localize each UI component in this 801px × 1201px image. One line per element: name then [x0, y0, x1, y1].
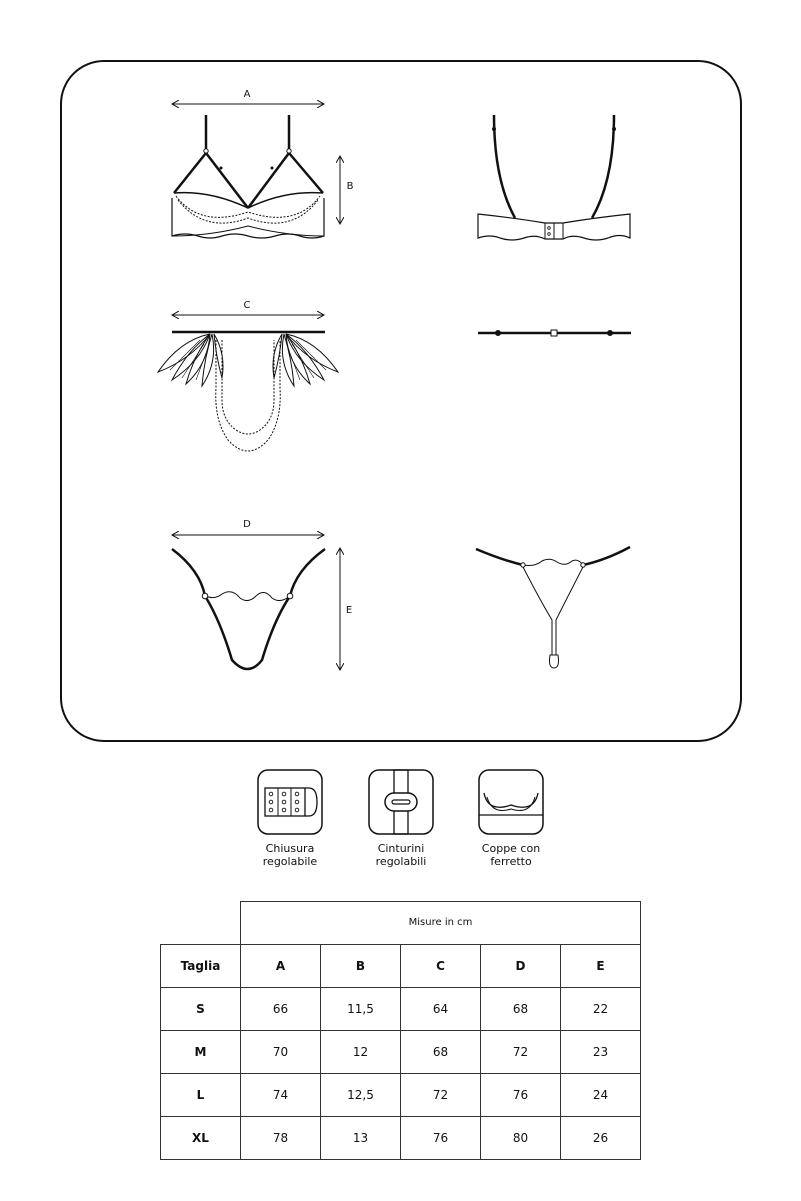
size-cell: XL — [161, 1116, 241, 1159]
harness-front-drawing — [158, 315, 338, 451]
column-header-d: D — [481, 944, 561, 987]
dimension-c-label: C — [243, 300, 251, 311]
thong-back-drawing — [476, 547, 630, 668]
hook-closure-icon — [257, 769, 323, 835]
size-cell: L — [161, 1073, 241, 1116]
table-row — [161, 1073, 641, 1116]
size-cell: S — [161, 987, 241, 1030]
size-chart-caption: Misure in cm — [241, 902, 641, 945]
size-chart-header-row — [161, 944, 641, 987]
bra-front-drawing — [172, 104, 340, 238]
thong-front-drawing — [172, 535, 340, 670]
value-cell: 74 — [241, 1073, 321, 1116]
adjustable-strap-icon — [368, 769, 434, 835]
dimension-a-label: A — [243, 89, 251, 100]
dimension-d-label: D — [243, 519, 251, 530]
size-cell: M — [161, 1030, 241, 1073]
column-header-b: B — [321, 944, 401, 987]
value-cell: 80 — [481, 1116, 561, 1159]
underwire-cups-icon — [478, 769, 544, 835]
value-cell: 26 — [561, 1116, 641, 1159]
value-cell: 12 — [321, 1030, 401, 1073]
table-row — [161, 987, 641, 1030]
feature-underwire-cups — [456, 769, 566, 868]
value-cell: 11,5 — [321, 987, 401, 1030]
value-cell: 12,5 — [321, 1073, 401, 1116]
column-header-a: A — [241, 944, 321, 987]
value-cell: 23 — [561, 1030, 641, 1073]
value-cell: 22 — [561, 987, 641, 1030]
feature-hook-closure — [235, 769, 345, 868]
value-cell: 78 — [241, 1116, 321, 1159]
value-cell: 72 — [401, 1073, 481, 1116]
feature-icons — [0, 769, 801, 879]
value-cell: 68 — [401, 1030, 481, 1073]
value-cell: 72 — [481, 1030, 561, 1073]
value-cell: 13 — [321, 1116, 401, 1159]
feature-underwire-cups-label: Coppe con ferretto — [481, 842, 541, 868]
value-cell: 66 — [241, 987, 321, 1030]
size-header: Taglia — [161, 944, 241, 987]
value-cell: 76 — [401, 1116, 481, 1159]
table-row — [161, 1030, 641, 1073]
dimension-e-label: E — [345, 605, 353, 616]
column-header-c: C — [401, 944, 481, 987]
bra-back-drawing — [478, 115, 630, 240]
value-cell: 64 — [401, 987, 481, 1030]
value-cell: 76 — [481, 1073, 561, 1116]
size-chart-table — [160, 901, 641, 1160]
value-cell: 68 — [481, 987, 561, 1030]
value-cell: 70 — [241, 1030, 321, 1073]
feature-adjustable-straps — [346, 769, 456, 868]
feature-hook-closure-label: Chiusura regolabile — [262, 842, 318, 868]
harness-back-drawing — [478, 330, 631, 336]
size-chart-caption-row — [161, 902, 641, 945]
table-row — [161, 1116, 641, 1159]
feature-adjustable-straps-label: Cinturini regolabili — [375, 842, 427, 868]
value-cell: 24 — [561, 1073, 641, 1116]
column-header-e: E — [561, 944, 641, 987]
dimension-b-label: B — [346, 181, 354, 192]
